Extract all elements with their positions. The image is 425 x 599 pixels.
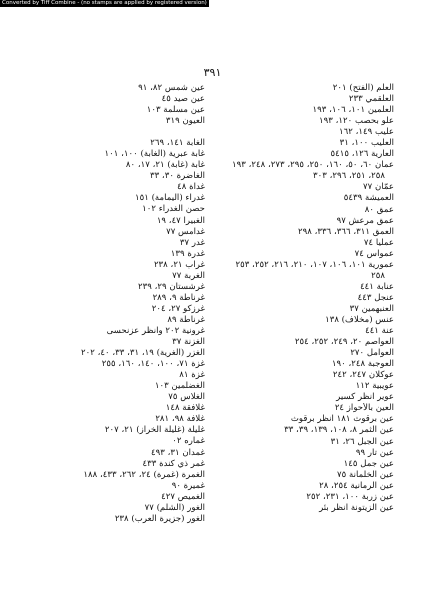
index-entry: العارية ١٢٦، ٥٤١٥ xyxy=(330,149,394,160)
index-entry: الغضلمين ١٠٣ xyxy=(154,381,205,392)
index-entry: عمان ٦٠، ٥٠، ١٦٠، ٢٥٠، ٢٩٥، ٢٧٣، ٢٤٨، ١٩٣ xyxy=(232,160,394,171)
index-entry: عمليا ٧٤ xyxy=(363,237,394,248)
index-entry: عين زربة ١٠٠، ٢٣١، ٢٥٢ xyxy=(306,491,394,502)
index-entry: الغور (الشلم) ٧٧ xyxy=(144,502,205,513)
index-entry: غرزكو ٢٧، ٢٠٤ xyxy=(151,303,205,314)
index-entry: عين مسلمة ١٠٣ xyxy=(146,105,205,116)
index-entry: غمدان ٣١، ٤٩٣ xyxy=(150,447,205,458)
index-entry: غرونية ٢٠٢ وانظر عزنحسى xyxy=(106,325,205,336)
index-entry: العواصم ٢٠، ٢٤٩، ٢٥٢، ٢٥٤ xyxy=(294,337,394,348)
index-column-left xyxy=(33,83,205,525)
index-entry: غراب ٢١، ٢٣٨ xyxy=(153,259,205,270)
page-number: ٣٩١ xyxy=(203,66,222,79)
index-entry: غميرة ٩٠ xyxy=(171,480,205,491)
index-entry: غليلة (غليلة الخراز) ٢١، ٢٠٧ xyxy=(104,425,205,436)
index-entry: عين جمل ١٤٥ xyxy=(343,458,394,469)
index-entry: العلمين ١٠١، ١٠٦، ١٩٣ xyxy=(312,105,394,116)
index-entry: عين صيد ٤٥ xyxy=(161,94,205,105)
index-entry: الغلاس ٧٥ xyxy=(168,392,205,403)
index-column-right xyxy=(222,83,394,514)
index-entry: الغاضرة ٣٠، ٣٣ xyxy=(149,171,205,182)
index-entry-continuation: ٢٥٨، ٢٥١، ٢٩٦، ٣٠٣ xyxy=(313,171,385,182)
index-entry: الغور (جزيرة العرب) ٢٣٨ xyxy=(114,513,205,524)
index-entry: غزة ٧١، ١٠٠، ١٤٠، ١٦٠، ٢٥٥ xyxy=(101,359,205,370)
index-entry: عين الرمانية ٢٥٤، ٢٨ xyxy=(319,480,394,491)
index-entry: عمواس ٧٤ xyxy=(354,248,394,259)
index-entry: عين الجبل ٢٦، ٣١ xyxy=(330,436,394,447)
index-entry: عنجل ٤٤٣ xyxy=(357,292,394,303)
index-entry: غلافقة ١٤٨ xyxy=(165,403,205,414)
index-entry: الغابة ١٤١، ٢٦٩ xyxy=(150,138,205,149)
index-entry: عين شمس ٨٢، ٩١ xyxy=(138,83,205,93)
index-entry: عنابة ٤٤١ xyxy=(360,281,394,292)
index-entry: العوجبة ٢٤٨، ١٩٠ xyxy=(331,359,394,370)
index-entry: عين الخلمانة ٧٥ xyxy=(337,469,394,480)
index-entry: غابة (غابة) ٢١، ١٧، ٨٠ xyxy=(125,160,205,171)
index-entry: عويبية ١١٢ xyxy=(355,381,394,392)
index-entry: غدرة ١٣٩ xyxy=(170,248,205,259)
converter-banner: Converted by Tiff Combine - (no stamps are applied by registered version) xyxy=(2,0,207,6)
index-entry: عمّان ٧٧ xyxy=(363,182,394,193)
index-entry: غلافة ٩٨، ٢٨١ xyxy=(155,414,205,425)
index-entry: الغربة ٧٧ xyxy=(172,270,205,281)
index-entry: العمق ٣١١، ٣٦٦، ٣٣٦، ٢٩٨ xyxy=(297,226,394,237)
index-entry: العين بالأحواز ٢٤ xyxy=(334,403,394,414)
index-entry: غماره ٠٢ xyxy=(172,436,205,447)
index-entry: عين تار ٩٩ xyxy=(355,447,394,458)
index-entry: غرشستان ٢٩، ٢٣٩ xyxy=(138,281,205,292)
index-entry: الغمرة (غمرة) ٢٤، ٢٦٢، ٤٣٣، ١٨٨ xyxy=(83,469,205,480)
index-entry: حصن الغدراء ١٠٢ xyxy=(142,204,205,215)
index-entry: عمق مرعش ٩٧ xyxy=(336,215,394,226)
index-entry: غرناطة ٨٩ xyxy=(167,314,205,325)
index-entry: العلقمي ٢٣٣ xyxy=(348,94,394,105)
index-entry: غدراء (اليمامة) ١٥١ xyxy=(134,193,205,204)
index-entry: العيون ٣١٩ xyxy=(165,116,205,127)
index-entry: عمق ٨٠ xyxy=(364,204,394,215)
index-entry: علو بحصب ١٢٠، ١٩٣ xyxy=(319,116,394,127)
index-entry: العميشة ٥٤٣٩ xyxy=(343,193,394,204)
index-entry: عوكلان ٢٤٧، ٢٤٢ xyxy=(332,370,394,381)
index-entry: العوامل ٢٧٠ xyxy=(350,348,394,359)
index-entry: غدامس ٧٧ xyxy=(166,226,205,237)
index-entry: غداة ٤٨ xyxy=(177,182,205,193)
index-entry: الغزنة ٣٧ xyxy=(172,337,205,348)
index-entry: عنة ٤٤١ xyxy=(365,326,394,337)
index-entry: عين الزيتونة انظر بئر xyxy=(319,502,394,513)
index-entry: عمورية ١٠١، ١٠٦، ١٠٧، ٢١٠، ٢١٦، ٢٥٢، ٢٥٣ xyxy=(235,259,394,270)
index-entry: غابة عبرية (الغابة) ١٠٠، ١٠١ xyxy=(104,149,205,160)
index-entry: الغبيرا ٤٧، ١٩ xyxy=(156,215,205,226)
index-entry: غزة ٨١ xyxy=(179,370,205,381)
index-entry: عليب ١٤٩، ١٦٢ xyxy=(339,127,394,138)
index-entry: عين الثمر ٨، ١٠٨، ١٣٩، ٣٩، ٣٣ xyxy=(284,425,394,436)
index-entry: غرناطة ٩، ٢٨٩ xyxy=(152,292,205,303)
index-entry: الغميص ٤٢٧ xyxy=(161,491,205,502)
index-entry: العليب ١٠٠، ٣١ xyxy=(339,138,394,149)
index-entry: عوير انظر كسير xyxy=(336,392,394,403)
index-entry: العلم (الفتح) ٢٠١ xyxy=(332,83,394,93)
index-entry: الغزر (الغرية) ١٩، ٣١، ٣٣، ٤٠، ٢٠٢ xyxy=(81,348,205,359)
index-entry: عنس (مخلاف) ١٣٨ xyxy=(325,314,394,325)
index-entry: العنبهمين ٣٧ xyxy=(349,303,394,314)
index-entry-continuation: ٢٥٨ xyxy=(371,270,385,281)
index-entry: عين برقوث ١٨١ انظر برقوث xyxy=(290,414,394,425)
index-entry: غمر ذي كندة ٤٣٣ xyxy=(142,458,205,469)
index-entry: غدر ٣٧ xyxy=(179,237,205,248)
